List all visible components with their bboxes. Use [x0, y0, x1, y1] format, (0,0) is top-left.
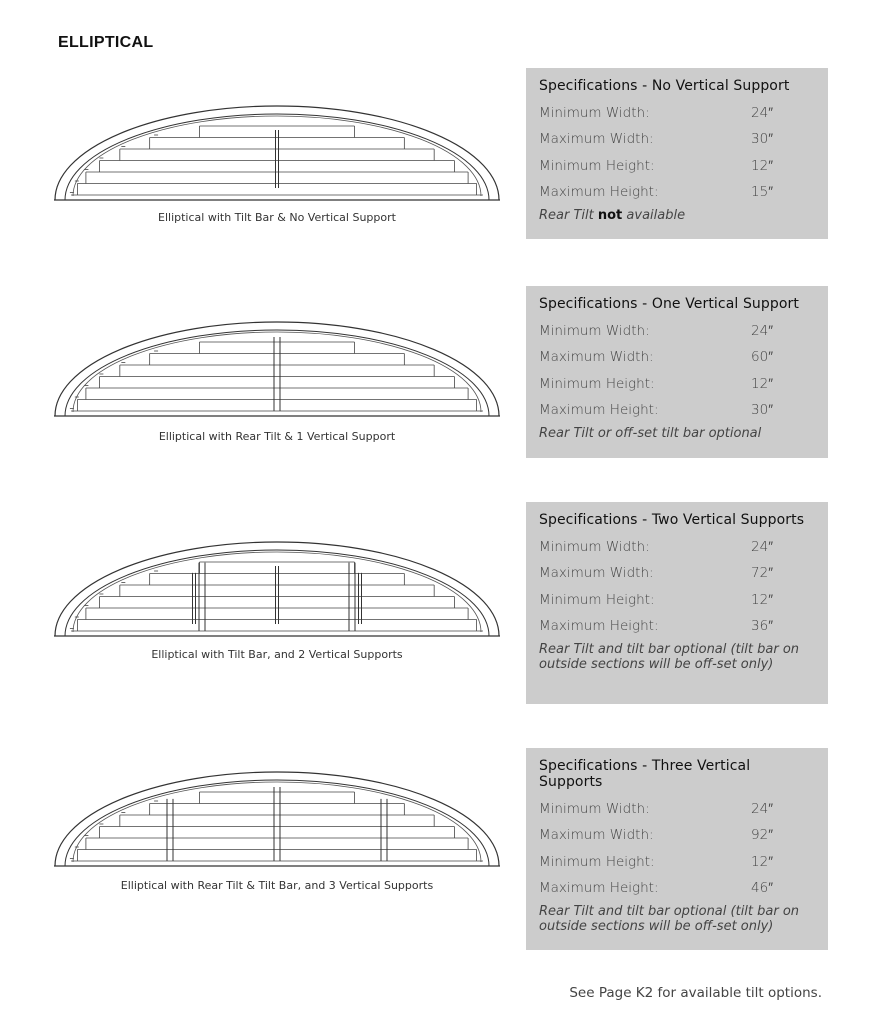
spec-row — [539, 560, 815, 586]
spec-label: Minimum Height: — [539, 157, 655, 174]
frame-outer-arc — [55, 542, 499, 636]
spec-row — [539, 318, 815, 344]
spec-label: Maximum Height: — [539, 402, 659, 419]
spec-value: 72″ — [751, 565, 773, 582]
spec-label: Minimum Width: — [539, 323, 650, 339]
diagram-caption: Elliptical with Rear Tilt & 1 Vertical Support — [158, 430, 396, 443]
spec-row — [539, 100, 815, 126]
spec-label: Minimum Width: — [539, 801, 650, 817]
spec-label: Maximum Width: — [539, 827, 654, 844]
spec-row — [539, 849, 815, 875]
spec-label: Minimum Width: — [539, 539, 650, 555]
elliptical-shutter-diagram-one-support — [52, 312, 502, 422]
footer-note: See Page K2 for available tilt options. — [569, 985, 822, 1001]
spec-value: 12″ — [751, 375, 773, 392]
spec-row — [539, 534, 815, 560]
frame-outer-arc — [55, 322, 499, 416]
spec-value: 15″ — [751, 184, 773, 201]
spec-box-one-support — [526, 286, 828, 458]
spec-row — [539, 153, 815, 179]
spec-value: 24″ — [751, 539, 773, 555]
elliptical-shutter-diagram-three-supports — [52, 762, 502, 872]
spec-note: Rear Tilt and tilt bar optional (tilt bar on outside sections will be off-set only) — [539, 903, 800, 934]
frame-outer-arc — [55, 772, 499, 866]
spec-label: Maximum Height: — [539, 618, 659, 635]
spec-value: 46″ — [751, 880, 773, 897]
elliptical-shutter-diagram-no-support — [52, 96, 502, 206]
spec-box-no-support — [526, 68, 828, 239]
spec-value: 92″ — [751, 827, 773, 844]
spec-label: Minimum Width: — [539, 105, 650, 121]
page-title: ELLIPTICAL — [58, 34, 154, 51]
spec-box-two-supports — [526, 502, 828, 704]
spec-value: 12″ — [751, 853, 773, 870]
spec-label: Maximum Width: — [539, 131, 654, 148]
spec-value: 24″ — [751, 323, 773, 339]
spec-label: Maximum Height: — [539, 880, 659, 897]
spec-label: Minimum Height: — [539, 853, 655, 870]
spec-value: 60″ — [751, 349, 773, 366]
spec-row — [539, 796, 815, 822]
frame-inner-arc — [65, 780, 489, 866]
spec-row — [539, 875, 815, 901]
spec-label: Maximum Width: — [539, 565, 654, 582]
spec-row — [539, 613, 815, 639]
spec-row — [539, 587, 815, 613]
spec-title: Specifications - One Vertical Support — [539, 296, 799, 312]
spec-label: Minimum Height: — [539, 375, 655, 392]
spec-value: 24″ — [751, 801, 773, 817]
spec-row — [539, 126, 815, 152]
frame-outer-arc — [55, 106, 499, 200]
diagram-caption: Elliptical with Tilt Bar & No Vertical Support — [158, 211, 396, 224]
frame-inner-arc — [65, 114, 489, 200]
spec-value: 12″ — [751, 157, 773, 174]
spec-value: 30″ — [751, 402, 773, 419]
spec-row — [539, 179, 815, 205]
diagram-caption: Elliptical with Tilt Bar, and 2 Vertical Supports — [151, 648, 403, 661]
spec-title: Specifications - Three Vertical Supports — [539, 758, 751, 790]
spec-value: 24″ — [751, 105, 773, 121]
frame-inner-arc — [65, 550, 489, 636]
spec-row — [539, 397, 815, 423]
spec-label: Minimum Height: — [539, 591, 655, 608]
spec-row — [539, 822, 815, 848]
spec-note: Rear Tilt and tilt bar optional (tilt bar on outside sections will be off-set only) — [539, 641, 800, 672]
spec-value: 12″ — [751, 591, 773, 608]
spec-title: Specifications - Two Vertical Supports — [539, 512, 805, 528]
spec-label: Maximum Height: — [539, 184, 659, 201]
spec-title: Specifications - No Vertical Support — [539, 78, 790, 94]
spec-label: Maximum Width: — [539, 349, 654, 366]
frame-inner-arc — [65, 330, 489, 416]
diagram-caption: Elliptical with Rear Tilt & Tilt Bar, and 3 Vertical Supports — [120, 879, 434, 892]
spec-value: 36″ — [751, 618, 773, 635]
spec-note: Rear Tilt or off-set tilt bar optional — [539, 425, 762, 441]
spec-row — [539, 371, 815, 397]
spec-row — [539, 344, 815, 370]
elliptical-shutter-diagram-two-supports — [52, 532, 502, 642]
spec-note: Rear Tilt not available — [539, 207, 686, 223]
spec-value: 30″ — [751, 131, 773, 148]
spec-box-three-supports — [526, 748, 828, 950]
